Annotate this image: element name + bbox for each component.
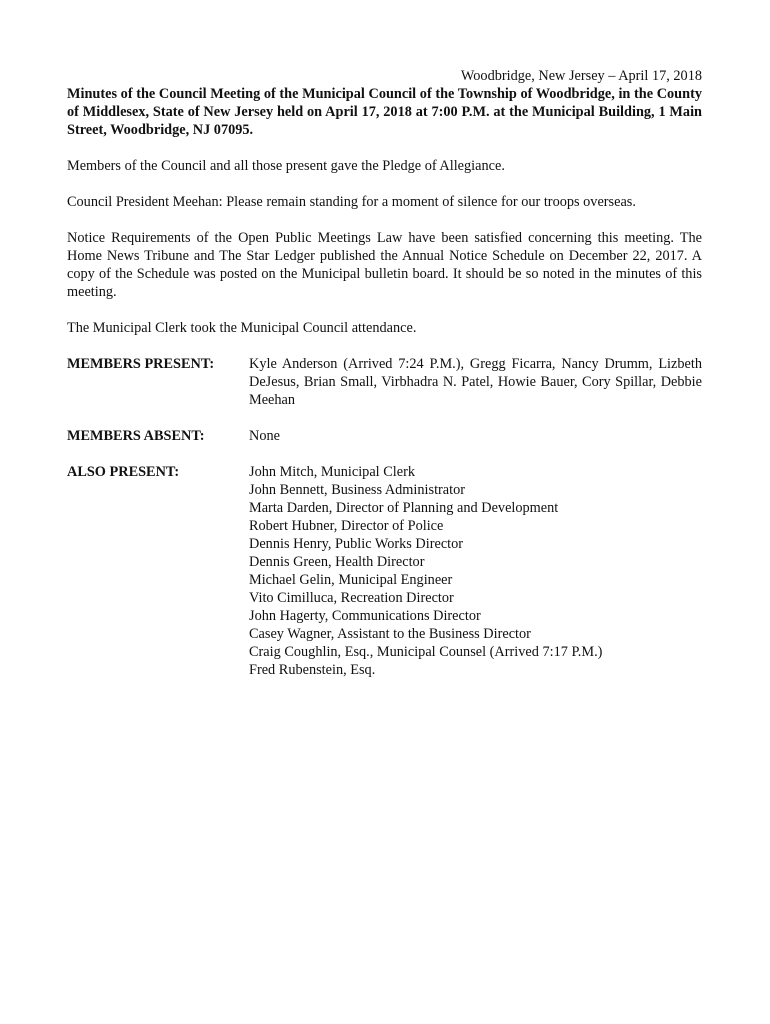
also-present-item: Craig Coughlin, Esq., Municipal Counsel (Arrived 7:17 P.M.): [249, 644, 603, 660]
attendance-paragraph: The Municipal Clerk took the Municipal Council attendance.: [67, 320, 417, 336]
members-present-row: [67, 355, 702, 409]
members-absent-label: MEMBERS ABSENT:: [67, 428, 205, 444]
also-present-label: ALSO PRESENT:: [67, 464, 180, 480]
notice-paragraph: Notice Requirements of the Open Public Meetings Law have been satisfied concerning this meeting. The Home News Tribune and The Star Ledger published the Annual Notice Schedule on December 22, 2017. A copy of the Schedule was posted on the Municipal bulletin board. It should be so noted in the minutes of this meeting.: [67, 230, 702, 300]
also-present-item: Michael Gelin, Municipal Engineer: [249, 572, 453, 588]
also-present-item: Marta Darden, Director of Planning and Development: [249, 500, 559, 516]
members-absent-row: [67, 427, 702, 445]
minutes-page: [67, 67, 702, 697]
also-present-item: Dennis Henry, Public Works Director: [249, 536, 464, 552]
also-present-row: [67, 463, 702, 679]
also-present-item: John Bennett, Business Administrator: [249, 482, 466, 498]
members-present-list: Kyle Anderson (Arrived 7:24 P.M.), Gregg Ficarra, Nancy Drumm, Lizbeth DeJesus, Brian Small, Virbhadra N. Patel, Howie Bauer, Cory Spillar, Debbie Meehan: [249, 356, 702, 408]
also-present-item: Casey Wagner, Assistant to the Business Director: [249, 626, 531, 642]
members-absent-value: None: [249, 428, 280, 444]
minutes-title: Minutes of the Council Meeting of the Municipal Council of the Township of Woodbridge, in the County of Middlesex, State of New Jersey held on April 17, 2018 at 7:00 P.M. at the Municipal Building, 1 Main Street, Woodbridge, NJ 07095.: [67, 86, 702, 138]
also-present-item: Robert Hubner, Director of Police: [249, 518, 444, 534]
pledge-paragraph: Members of the Council and all those present gave the Pledge of Allegiance.: [67, 158, 505, 174]
also-present-item: John Mitch, Municipal Clerk: [249, 464, 415, 480]
dateline: Woodbridge, New Jersey – April 17, 2018: [460, 68, 702, 84]
also-present-list: [249, 463, 702, 679]
silence-paragraph: Council President Meehan: Please remain standing for a moment of silence for our troops overseas.: [67, 194, 636, 210]
members-present-label: MEMBERS PRESENT:: [67, 356, 215, 372]
also-present-item: John Hagerty, Communications Director: [249, 608, 481, 624]
also-present-item: Dennis Green, Health Director: [249, 554, 425, 570]
also-present-item: Vito Cimilluca, Recreation Director: [249, 590, 454, 606]
also-present-item: Fred Rubenstein, Esq.: [249, 662, 376, 678]
